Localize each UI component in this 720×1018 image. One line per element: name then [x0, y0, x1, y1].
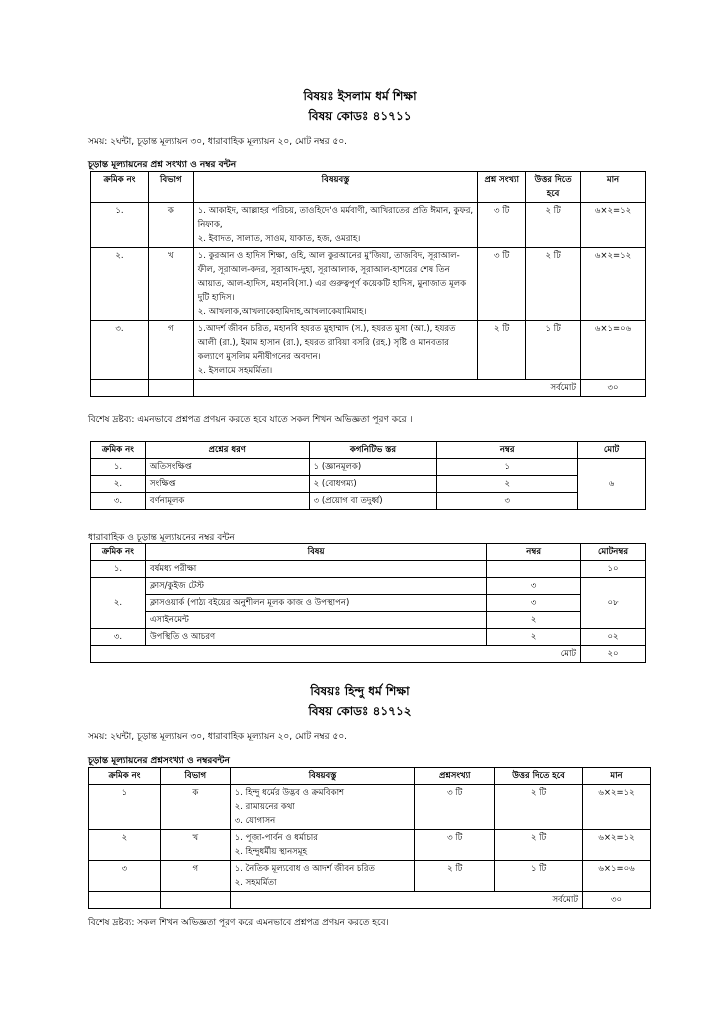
islam-note: বিশেষ দ্রষ্টব্য: এমনভাবে প্রশ্নপত্র প্রণয়ন করতে হবে যাতে সকল শিখন অভিজ্ঞতা পূরণ করে ।	[88, 415, 413, 425]
col-header: বিভাগ	[160, 768, 230, 785]
subject-cell: ক্লাসওয়ার্ক (পাঠ্য বইয়ের অনুশীলন মূলক কাজ ও উপস্থাপন)	[145, 595, 486, 612]
subject-cell: ক্লাস/কুইজ টেস্ট	[145, 578, 486, 595]
table-row	[91, 476, 646, 493]
table-row	[91, 203, 646, 248]
total-value: ৩০	[583, 892, 651, 909]
col-header: ক্রমিক নং	[91, 172, 149, 203]
content-cell	[230, 785, 415, 830]
marks-cell: ৩	[487, 578, 581, 595]
serial-cell: ৩.	[91, 493, 146, 510]
serial-cell: ২.	[91, 248, 149, 321]
col-header: মোট	[578, 442, 646, 459]
serial-cell: ১.	[91, 561, 146, 578]
col-header: বিভাগ	[148, 172, 193, 203]
content-line: ২. রামায়নের কথা	[234, 802, 295, 812]
content-cell	[230, 861, 415, 892]
table-row	[89, 861, 651, 892]
total-cell: ১০	[581, 561, 646, 578]
serial-cell: ১.	[91, 459, 146, 476]
table-row	[91, 248, 646, 321]
content-line: ১.আদর্শ জীবন চরিত, মহানবি হযরত মুহাম্মাদ (স.), হযরত মুসা (আ.), হযরত আলী (রা.), ইমাম হাসান (রা.), হযরত রাবিয়া বসরি (রহ.) সৃষ্টি ও মানবতার কল্যাণে মুসলিম মনীষীগনের অবদান।	[197, 324, 456, 362]
marks-cell: ৬×২=১২	[583, 785, 651, 830]
level-cell: ২ (বোধগম্য)	[309, 476, 437, 493]
subject-cell: এসাইনমেন্ট	[145, 612, 486, 629]
total-cell: ০৮	[581, 578, 646, 629]
division-cell: গ	[148, 321, 193, 380]
total-label: মোট	[91, 646, 581, 663]
total-cell: ৬	[578, 459, 646, 510]
marks-cell: ৬×১=০৬	[581, 321, 646, 380]
col-header: উত্তর দিতে হবে	[495, 768, 583, 785]
content-line: ২. ইসলামে সহমর্মিতা।	[197, 366, 273, 376]
content-cell	[193, 203, 477, 248]
serial-cell: ৩.	[91, 321, 149, 380]
division-cell: খ	[160, 830, 230, 861]
question-count-cell: ৩ টি	[415, 785, 495, 830]
marks-cell: ৬×১=০৬	[583, 861, 651, 892]
marks-cell: ২	[487, 612, 581, 629]
col-header: বিষয়বস্তু	[230, 768, 415, 785]
col-header: প্রশ্নের ধরণ	[145, 442, 309, 459]
content-line: ১. পূজা-পার্বন ও ধর্মাচার	[234, 833, 318, 843]
islam-section-heading: চূড়ান্ত মূল্যায়নের প্রশ্ন সংখ্যা ও নম্বর বন্টন	[88, 160, 237, 170]
empty-cell	[91, 380, 149, 397]
col-header: কগনিটিভ স্তর	[309, 442, 437, 459]
col-header: ক্রমিক নং	[89, 768, 161, 785]
hindu-subject-code: বিষয় কোডঃ ৪১৭১২	[308, 704, 412, 718]
answer-count-cell: ২ টি	[495, 830, 583, 861]
islam-question-table	[90, 171, 646, 397]
marks-cell: ৩	[437, 493, 578, 510]
content-line: ১. আকাইদ, আল্লাহর পরিচয়, তাওহিদে'ও মর্মবাণী, আখিরাতের প্রতি ঈমান, কুফর, নিফাক,	[197, 206, 474, 230]
answer-count-cell: ২ টি	[526, 248, 581, 321]
question-count-cell: ২ টি	[415, 861, 495, 892]
content-line: ২. ইবাদত, সালাত, সাওম, যাকাত, হজ, ওমরাহ।	[197, 234, 361, 244]
islam-time-line: সময়: ২ঘন্টা, চূড়ান্ত মূল্যায়ন ৩০, ধারাবাহিক মূল্যায়ন ২০, মোট নম্বর ৫০.	[88, 137, 348, 147]
col-header: মান	[583, 768, 651, 785]
hindu-question-table	[88, 767, 651, 909]
table-row	[91, 493, 646, 510]
content-line: ১. কুরআন ও হাদিস শিক্ষা, ওহি, আল কুরআনের মু'জিযা, তাজবিদ, সূরাআল-ফীল, সূরাআল-কদর, সূরাআদ-দুহা, সূরাআলাক, সূরাআল-হাশরের শেষ তিন আয়াত, আল-হাদিস, মহানবি(সা.) এর গুরুত্বপূর্ণ কয়েকটি হাদিস, মুনাজাত মূলক দুটি হাদিস।	[197, 251, 467, 303]
hindu-subject-title: বিষয়ঃ হিন্দু ধর্ম শিক্ষা	[310, 684, 410, 698]
col-header: মান	[581, 172, 646, 203]
type-cell: সংক্ষিপ্ত	[145, 476, 309, 493]
subject-cell: উপস্থিতি ও আচরণ	[145, 629, 486, 646]
col-header: মোটনম্বর	[581, 544, 646, 561]
continuous-heading: ধারাবাহিক ও চূড়ান্ত মূল্যায়নের নম্বর বন্টন	[88, 533, 235, 543]
hindu-time-line: সময়: ২ঘন্টা, চূড়ান্ত মূল্যায়ন ৩০, ধারাবাহিক মূল্যায়ন ২০, মোট নম্বর ৫০.	[88, 732, 348, 742]
table-header-row	[89, 768, 651, 785]
table-row	[91, 595, 646, 612]
type-cell: বর্ণনামূলক	[145, 493, 309, 510]
content-line: ১. নৈতিক মূল্যবোধ ও আদর্শ জীবন চরিত	[234, 864, 375, 874]
continuous-assessment-table	[90, 543, 646, 663]
answer-count-cell: ১ টি	[495, 861, 583, 892]
table-row	[91, 629, 646, 646]
marks-cell: ৬×২=১২	[581, 248, 646, 321]
col-header: ক্রমিক নং	[91, 442, 146, 459]
col-header: বিষয়	[145, 544, 486, 561]
content-line: ২. আখলাক,আখলাকেহামিদাহ,আখলাকেযামিমাহ।	[197, 307, 367, 317]
table-row	[91, 578, 646, 595]
division-cell: গ	[160, 861, 230, 892]
col-header: নম্বর	[437, 442, 578, 459]
hindu-section-heading: চূড়ান্ত মূল্যায়নের প্রশ্নসংখ্যা ও নম্বরবন্টন	[88, 756, 230, 766]
total-cell: ০২	[581, 629, 646, 646]
content-cell	[193, 321, 477, 380]
serial-cell: ২.	[91, 578, 146, 629]
total-label: সর্বমোট	[230, 892, 582, 909]
level-cell: ৩ (প্রয়োগ বা তদুর্ধ্ব)	[309, 493, 437, 510]
division-cell: খ	[148, 248, 193, 321]
col-header: উত্তর দিতে হবে	[526, 172, 581, 203]
content-line: ২. সহমর্মিতা	[234, 878, 277, 888]
col-header: ক্রমিক নং	[91, 544, 146, 561]
table-header-row	[91, 544, 646, 561]
content-line: ২. হিন্দুধর্মীয় স্থানসমূহ	[234, 847, 307, 857]
table-total-row	[91, 380, 646, 397]
table-row	[91, 612, 646, 629]
table-header-row	[91, 442, 646, 459]
division-cell: ক	[148, 203, 193, 248]
marks-cell: ২	[487, 629, 581, 646]
question-count-cell: ২ টি	[478, 321, 526, 380]
marks-cell: ১	[437, 459, 578, 476]
answer-count-cell: ১ টি	[526, 321, 581, 380]
question-type-table	[90, 441, 646, 510]
table-row	[91, 561, 646, 578]
content-line: ১. হিন্দু ধর্মের উদ্ভব ও ক্রমবিকাশ	[234, 788, 345, 798]
empty-cell	[89, 892, 161, 909]
table-row	[91, 459, 646, 476]
question-count-cell: ৩ টি	[478, 248, 526, 321]
marks-cell: ৬×২=১২	[583, 830, 651, 861]
question-count-cell: ৩ টি	[478, 203, 526, 248]
marks-cell: ২	[437, 476, 578, 493]
serial-cell: ২.	[91, 476, 146, 493]
content-cell	[193, 248, 477, 321]
serial-cell: ৩.	[91, 629, 146, 646]
col-header: নম্বর	[487, 544, 581, 561]
col-header: প্রশ্ন সংখ্যা	[478, 172, 526, 203]
empty-cell	[160, 892, 230, 909]
content-cell	[230, 830, 415, 861]
table-row	[89, 830, 651, 861]
table-row	[89, 785, 651, 830]
serial-cell: ১.	[91, 203, 149, 248]
answer-count-cell: ২ টি	[526, 203, 581, 248]
table-total-row	[89, 892, 651, 909]
empty-cell	[148, 380, 193, 397]
serial-cell: ৩	[89, 861, 161, 892]
question-count-cell: ৩ টি	[415, 830, 495, 861]
serial-cell: ১	[89, 785, 161, 830]
hindu-note: বিশেষ দ্রষ্টব্য: সকল শিখন অভিজ্ঞতা পূরণ করে এমনভাবে প্রশ্নপত্র প্রণয়ন করতে হবে।	[88, 918, 389, 928]
content-line: ৩. যোগাসন	[234, 816, 276, 826]
marks-cell: ৩	[487, 595, 581, 612]
total-label: সর্বমোট	[193, 380, 580, 397]
marks-cell: ৬×২=১২	[581, 203, 646, 248]
islam-subject-title: বিষয়ঃ ইসলাম ধর্ম শিক্ষা	[303, 89, 417, 103]
table-header-row	[91, 172, 646, 203]
level-cell: ১ (জ্ঞানমূলক)	[309, 459, 437, 476]
col-header: প্রশ্নসংখ্যা	[415, 768, 495, 785]
total-value: ৩০	[581, 380, 646, 397]
subject-cell: বর্ষমধ্য পরীক্ষা	[145, 561, 486, 578]
total-value: ২০	[581, 646, 646, 663]
table-total-row	[91, 646, 646, 663]
marks-cell	[487, 561, 581, 578]
col-header: বিষয়বস্তু	[193, 172, 477, 203]
islam-subject-code: বিষয় কোডঃ ৪১৭১১	[308, 109, 412, 123]
division-cell: ক	[160, 785, 230, 830]
answer-count-cell: ২ টি	[495, 785, 583, 830]
table-row	[91, 321, 646, 380]
type-cell: অতিসংক্ষিপ্ত	[145, 459, 309, 476]
serial-cell: ২	[89, 830, 161, 861]
